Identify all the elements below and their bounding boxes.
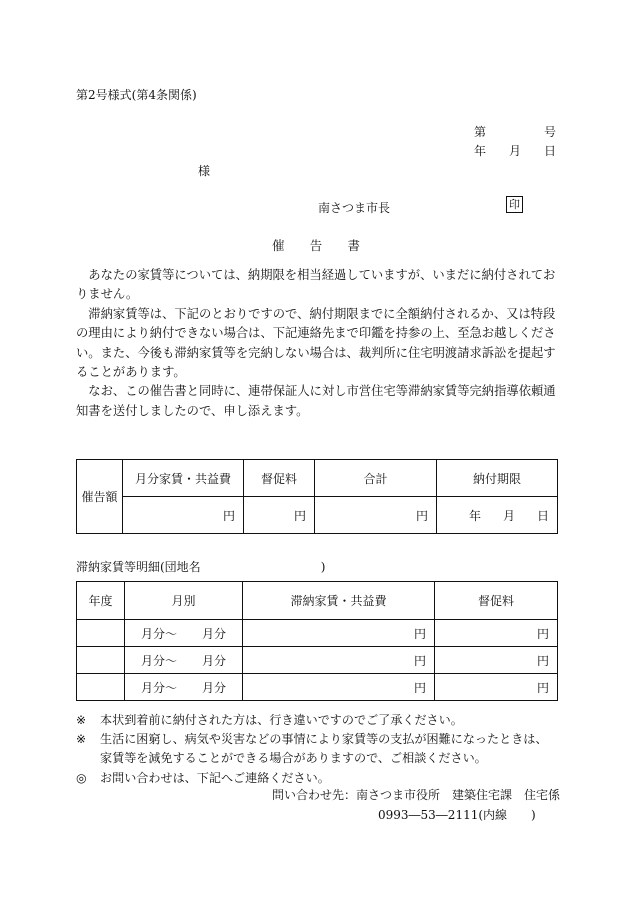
note-mark: ※ xyxy=(76,713,87,727)
title-char-2: 告 xyxy=(309,238,323,253)
detail-heading xyxy=(76,558,325,575)
detail-header-year: 年度 xyxy=(77,582,125,620)
table-row xyxy=(77,620,558,647)
seal-mark: 印 xyxy=(506,196,523,213)
summary-rent-yen: 円 xyxy=(123,497,244,534)
form-label: 第2号様式(第4条関係) xyxy=(76,88,197,102)
month-to: 月分 xyxy=(201,680,226,695)
due-day: 日 xyxy=(536,508,549,523)
table-row xyxy=(77,674,558,701)
note-mark: ◎ xyxy=(76,770,87,785)
date-day: 日 xyxy=(543,144,556,158)
note-text: 生活に困窮し、病気や災害などの事情により家賃等の支払が困難になったときは、家賃等を減免することができる場合がありますので、ご相談ください。 xyxy=(100,732,548,766)
detail-rent-cell: 円 xyxy=(243,620,435,647)
detail-table xyxy=(76,581,558,701)
note-mark: ※ xyxy=(76,732,87,747)
doc-number-suffix: 号 xyxy=(543,125,556,139)
detail-month-cell xyxy=(125,674,243,701)
issuer: 南さつま市長 xyxy=(318,201,391,215)
body-paragraph-3: なお、この催告書と同時に、連帯保証人に対し市営住宅等滞納家賃等完納指導依頼通知書を送付しましたので、申し添えます。 xyxy=(76,384,556,418)
detail-header-fee: 督促料 xyxy=(435,582,558,620)
summary-header-fee: 督促料 xyxy=(244,460,315,497)
issue-date xyxy=(474,142,556,159)
due-year: 年 xyxy=(469,508,482,523)
note-item xyxy=(76,730,558,768)
summary-header-rent: 月分家賃・共益費 xyxy=(123,460,244,497)
detail-month-cell xyxy=(125,647,243,674)
note-text: お問い合わせは、下記へご連絡ください。 xyxy=(100,770,330,785)
month-from: 月分～ xyxy=(141,626,178,641)
detail-heading-close: ) xyxy=(320,560,326,574)
detail-header-month: 月別 xyxy=(125,582,243,620)
date-month: 月 xyxy=(508,144,521,158)
notes xyxy=(76,711,558,788)
detail-heading-label: 滞納家賃等明細(団地名 xyxy=(76,560,201,574)
note-item xyxy=(76,711,558,730)
month-from: 月分～ xyxy=(141,680,178,695)
table-row xyxy=(77,647,558,674)
document-number xyxy=(474,123,556,140)
title-char-1: 催 xyxy=(272,238,285,253)
doc-number-prefix: 第 xyxy=(474,125,487,139)
detail-rent-cell: 円 xyxy=(243,674,435,701)
body-text xyxy=(76,266,558,421)
summary-fee-yen: 円 xyxy=(244,497,315,534)
month-from: 月分～ xyxy=(141,653,178,668)
note-item xyxy=(76,769,558,788)
addressee-suffix: 様 xyxy=(198,164,211,178)
detail-fee-cell: 円 xyxy=(435,647,558,674)
title-char-3: 書 xyxy=(347,238,360,253)
due-month: 月 xyxy=(502,508,515,523)
summary-row-header: 催告額 xyxy=(77,460,123,534)
month-to: 月分 xyxy=(201,653,226,668)
detail-fee-cell: 円 xyxy=(435,620,558,647)
detail-year-cell xyxy=(77,620,125,647)
document-title xyxy=(272,236,360,254)
detail-month-cell xyxy=(125,620,243,647)
detail-header-rent: 滞納家賃・共益費 xyxy=(243,582,435,620)
body-paragraph-1: あなたの家賃等については、納期限を相当経過していますが、いまだに納付されておりません。 xyxy=(76,268,556,302)
summary-header-due: 納付期限 xyxy=(437,460,558,497)
body-paragraph-2: 滞納家賃等は、下記のとおりですので、納付期限までに全額納付されるか、又は特段の理由により納付できない場合は、下記連絡先まで印鑑を持参の上、至急お越しください。また、今後も滞納家賃等を完納しない場合は、裁判所に住宅明渡請求訴訟を提起することがあります。 xyxy=(76,306,556,380)
detail-year-cell xyxy=(77,674,125,701)
summary-total-yen: 円 xyxy=(315,497,437,534)
month-to: 月分 xyxy=(201,626,226,641)
contact-office: 問い合わせ先：南さつま市役所 建築住宅課 住宅係 xyxy=(272,788,561,802)
detail-rent-cell: 円 xyxy=(243,647,435,674)
summary-table xyxy=(76,459,558,534)
note-text: 本状到着前に納付された方は、行き違いですのでご了承ください。 xyxy=(100,713,463,727)
summary-header-total: 合計 xyxy=(315,460,437,497)
summary-due-date xyxy=(437,497,558,534)
detail-fee-cell: 円 xyxy=(435,674,558,701)
detail-year-cell xyxy=(77,647,125,674)
contact-phone: 0993―53―2111(内線 ) xyxy=(378,808,536,822)
date-year: 年 xyxy=(474,144,487,158)
